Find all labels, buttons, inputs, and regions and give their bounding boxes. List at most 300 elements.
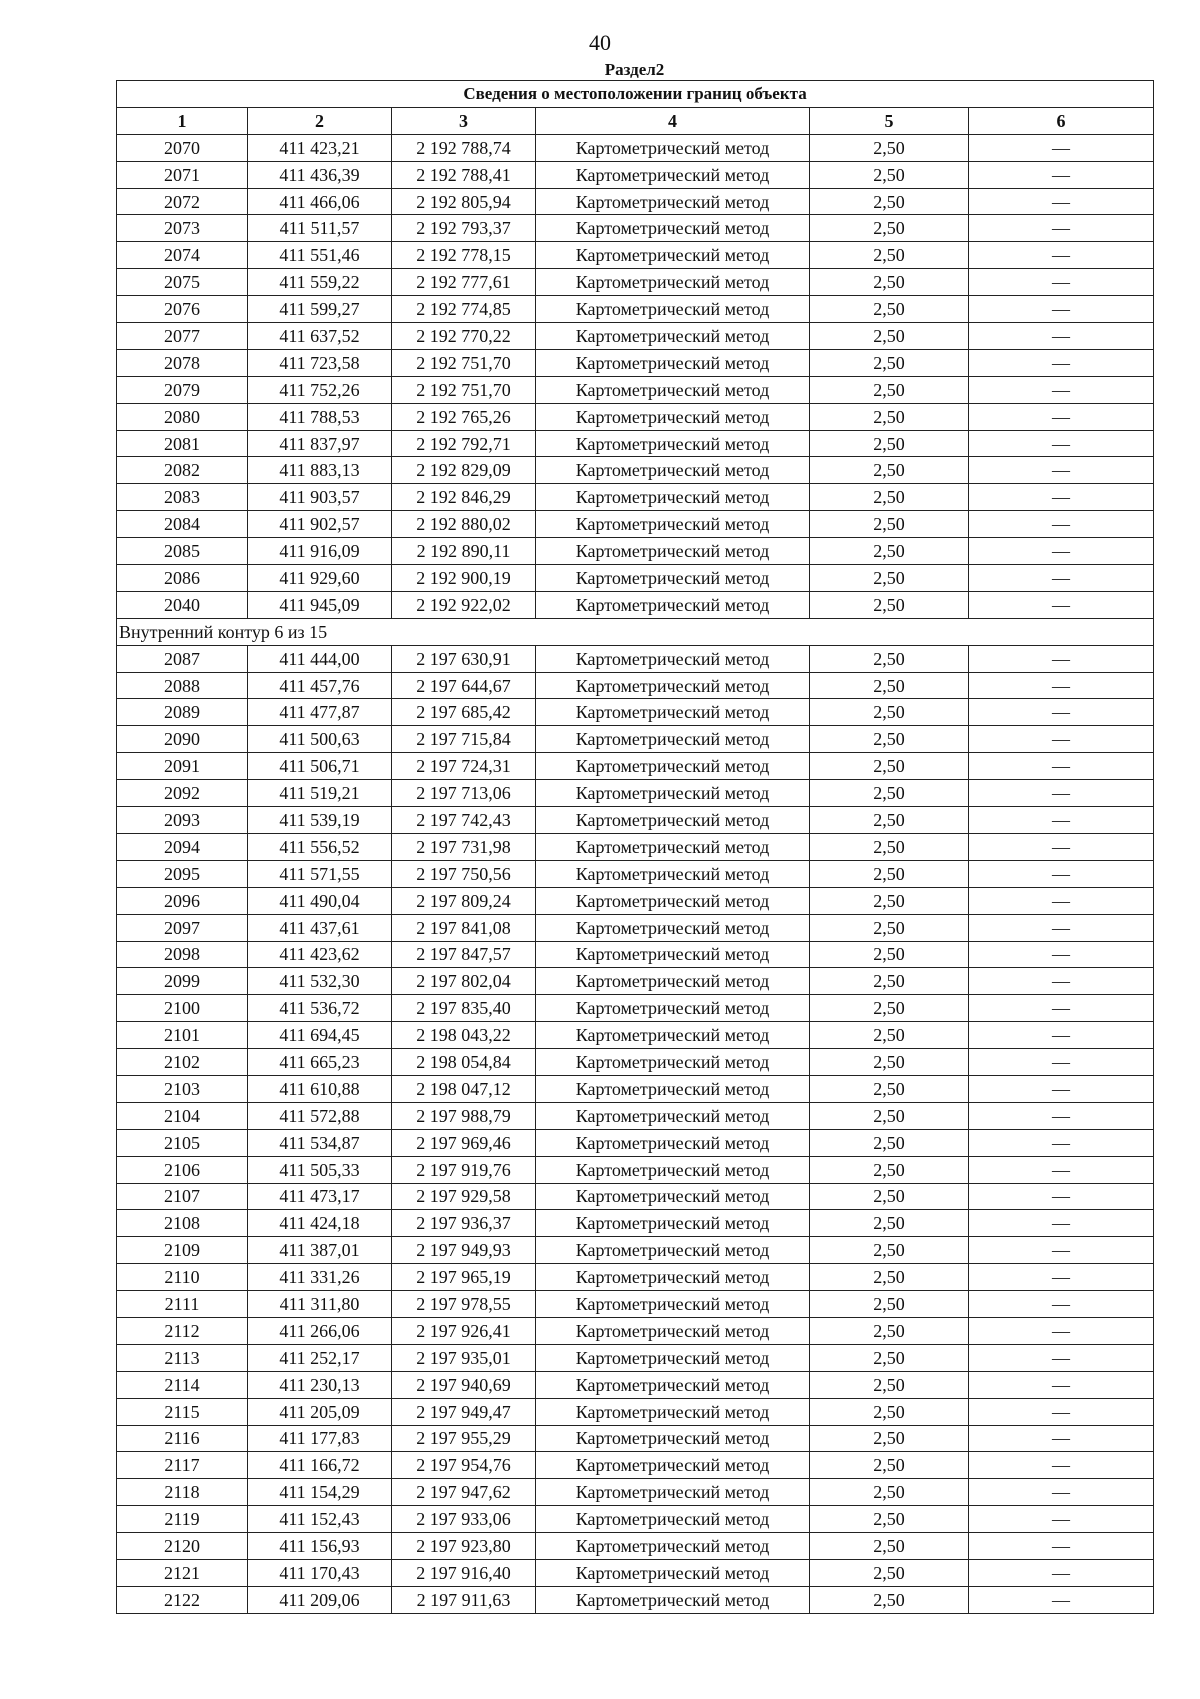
description-cell: — bbox=[969, 484, 1154, 511]
description-cell: — bbox=[969, 995, 1154, 1022]
table-row bbox=[117, 1398, 1154, 1425]
table-row bbox=[117, 1317, 1154, 1344]
accuracy-cell: 2,50 bbox=[810, 457, 969, 484]
accuracy-cell: 2,50 bbox=[810, 538, 969, 565]
table-row bbox=[117, 1183, 1154, 1210]
y-coordinate-cell: 2 197 935,01 bbox=[392, 1344, 536, 1371]
method-cell: Картометрический метод bbox=[536, 484, 810, 511]
y-coordinate-cell: 2 197 940,69 bbox=[392, 1371, 536, 1398]
point-number-cell: 2073 bbox=[117, 215, 248, 242]
method-cell: Картометрический метод bbox=[536, 941, 810, 968]
method-cell: Картометрический метод bbox=[536, 591, 810, 618]
point-number-cell: 2115 bbox=[117, 1398, 248, 1425]
page-number: 40 bbox=[589, 30, 611, 55]
method-cell: Картометрический метод bbox=[536, 1049, 810, 1076]
point-number-cell: 2111 bbox=[117, 1291, 248, 1318]
description-cell: — bbox=[969, 457, 1154, 484]
point-number-cell: 2074 bbox=[117, 242, 248, 269]
table-row bbox=[117, 242, 1154, 269]
method-cell: Картометрический метод bbox=[536, 565, 810, 592]
description-cell: — bbox=[969, 1049, 1154, 1076]
point-number-cell: 2112 bbox=[117, 1317, 248, 1344]
table-row bbox=[117, 134, 1154, 161]
table-row bbox=[117, 833, 1154, 860]
table-row bbox=[117, 1533, 1154, 1560]
table-row bbox=[117, 645, 1154, 672]
accuracy-cell: 2,50 bbox=[810, 296, 969, 323]
method-cell: Картометрический метод bbox=[536, 1559, 810, 1586]
x-coordinate-cell: 411 166,72 bbox=[248, 1452, 392, 1479]
point-number-cell: 2110 bbox=[117, 1264, 248, 1291]
point-number-cell: 2116 bbox=[117, 1425, 248, 1452]
x-coordinate-cell: 411 532,30 bbox=[248, 968, 392, 995]
table-row bbox=[117, 672, 1154, 699]
accuracy-cell: 2,50 bbox=[810, 1533, 969, 1560]
point-number-cell: 2082 bbox=[117, 457, 248, 484]
point-number-cell: 2119 bbox=[117, 1506, 248, 1533]
x-coordinate-cell: 411 534,87 bbox=[248, 1129, 392, 1156]
method-cell: Картометрический метод bbox=[536, 1533, 810, 1560]
x-coordinate-cell: 411 571,55 bbox=[248, 860, 392, 887]
description-cell: — bbox=[969, 296, 1154, 323]
point-number-cell: 2077 bbox=[117, 323, 248, 350]
x-coordinate-cell: 411 883,13 bbox=[248, 457, 392, 484]
point-number-cell: 2117 bbox=[117, 1452, 248, 1479]
x-coordinate-cell: 411 665,23 bbox=[248, 1049, 392, 1076]
x-coordinate-cell: 411 506,71 bbox=[248, 753, 392, 780]
y-coordinate-cell: 2 197 644,67 bbox=[392, 672, 536, 699]
method-cell: Картометрический метод bbox=[536, 1129, 810, 1156]
description-cell: — bbox=[969, 1156, 1154, 1183]
accuracy-cell: 2,50 bbox=[810, 1317, 969, 1344]
description-cell: — bbox=[969, 349, 1154, 376]
accuracy-cell: 2,50 bbox=[810, 1264, 969, 1291]
table-row bbox=[117, 591, 1154, 618]
table-row bbox=[117, 349, 1154, 376]
accuracy-cell: 2,50 bbox=[810, 780, 969, 807]
description-cell: — bbox=[969, 645, 1154, 672]
method-cell: Картометрический метод bbox=[536, 1506, 810, 1533]
table-row bbox=[117, 565, 1154, 592]
x-coordinate-cell: 411 556,52 bbox=[248, 833, 392, 860]
method-cell: Картометрический метод bbox=[536, 1371, 810, 1398]
y-coordinate-cell: 2 197 988,79 bbox=[392, 1102, 536, 1129]
point-number-cell: 2103 bbox=[117, 1075, 248, 1102]
table-row bbox=[117, 188, 1154, 215]
x-coordinate-cell: 411 559,22 bbox=[248, 269, 392, 296]
point-number-cell: 2104 bbox=[117, 1102, 248, 1129]
point-number-cell: 2105 bbox=[117, 1129, 248, 1156]
point-number-cell: 2096 bbox=[117, 887, 248, 914]
point-number-cell: 2085 bbox=[117, 538, 248, 565]
table-row bbox=[117, 1506, 1154, 1533]
accuracy-cell: 2,50 bbox=[810, 1586, 969, 1613]
method-cell: Картометрический метод bbox=[536, 699, 810, 726]
point-number-cell: 2120 bbox=[117, 1533, 248, 1560]
description-cell: — bbox=[969, 161, 1154, 188]
accuracy-cell: 2,50 bbox=[810, 430, 969, 457]
point-number-cell: 2075 bbox=[117, 269, 248, 296]
x-coordinate-cell: 411 788,53 bbox=[248, 403, 392, 430]
y-coordinate-cell: 2 192 829,09 bbox=[392, 457, 536, 484]
description-cell: — bbox=[969, 1559, 1154, 1586]
y-coordinate-cell: 2 197 929,58 bbox=[392, 1183, 536, 1210]
accuracy-cell: 2,50 bbox=[810, 188, 969, 215]
description-cell: — bbox=[969, 1452, 1154, 1479]
y-coordinate-cell: 2 192 792,71 bbox=[392, 430, 536, 457]
point-number-cell: 2097 bbox=[117, 914, 248, 941]
x-coordinate-cell: 411 929,60 bbox=[248, 565, 392, 592]
x-coordinate-cell: 411 551,46 bbox=[248, 242, 392, 269]
x-coordinate-cell: 411 505,33 bbox=[248, 1156, 392, 1183]
table-row bbox=[117, 1102, 1154, 1129]
point-number-cell: 2102 bbox=[117, 1049, 248, 1076]
method-cell: Картометрический метод bbox=[536, 242, 810, 269]
accuracy-cell: 2,50 bbox=[810, 349, 969, 376]
x-coordinate-cell: 411 387,01 bbox=[248, 1237, 392, 1264]
point-number-cell: 2076 bbox=[117, 296, 248, 323]
y-coordinate-cell: 2 192 765,26 bbox=[392, 403, 536, 430]
point-number-cell: 2040 bbox=[117, 591, 248, 618]
accuracy-cell: 2,50 bbox=[810, 1506, 969, 1533]
y-coordinate-cell: 2 192 778,15 bbox=[392, 242, 536, 269]
table-row bbox=[117, 1452, 1154, 1479]
accuracy-cell: 2,50 bbox=[810, 753, 969, 780]
x-coordinate-cell: 411 572,88 bbox=[248, 1102, 392, 1129]
accuracy-cell: 2,50 bbox=[810, 511, 969, 538]
point-number-cell: 2100 bbox=[117, 995, 248, 1022]
method-cell: Картометрический метод bbox=[536, 323, 810, 350]
point-number-cell: 2118 bbox=[117, 1479, 248, 1506]
accuracy-cell: 2,50 bbox=[810, 807, 969, 834]
section-title: Раздел2 bbox=[604, 60, 665, 79]
accuracy-cell: 2,50 bbox=[810, 376, 969, 403]
table-row bbox=[117, 1344, 1154, 1371]
y-coordinate-cell: 2 197 750,56 bbox=[392, 860, 536, 887]
table-row bbox=[117, 807, 1154, 834]
table-row bbox=[117, 1156, 1154, 1183]
accuracy-cell: 2,50 bbox=[810, 1425, 969, 1452]
y-coordinate-cell: 2 197 630,91 bbox=[392, 645, 536, 672]
point-number-cell: 2098 bbox=[117, 941, 248, 968]
boundary-coordinates-table bbox=[116, 80, 1154, 1614]
x-coordinate-cell: 411 473,17 bbox=[248, 1183, 392, 1210]
description-cell: — bbox=[969, 1102, 1154, 1129]
table-row bbox=[117, 1022, 1154, 1049]
method-cell: Картометрический метод bbox=[536, 995, 810, 1022]
table-row bbox=[117, 1210, 1154, 1237]
point-number-cell: 2091 bbox=[117, 753, 248, 780]
table-row bbox=[117, 1425, 1154, 1452]
method-cell: Картометрический метод bbox=[536, 753, 810, 780]
point-number-cell: 2092 bbox=[117, 780, 248, 807]
method-cell: Картометрический метод bbox=[536, 188, 810, 215]
table-row bbox=[117, 914, 1154, 941]
accuracy-cell: 2,50 bbox=[810, 887, 969, 914]
method-cell: Картометрический метод bbox=[536, 914, 810, 941]
description-cell: — bbox=[969, 807, 1154, 834]
table-row bbox=[117, 860, 1154, 887]
y-coordinate-cell: 2 197 949,93 bbox=[392, 1237, 536, 1264]
y-coordinate-cell: 2 192 770,22 bbox=[392, 323, 536, 350]
table-row bbox=[117, 1237, 1154, 1264]
column-header: 2 bbox=[248, 107, 392, 134]
point-number-cell: 2121 bbox=[117, 1559, 248, 1586]
x-coordinate-cell: 411 500,63 bbox=[248, 726, 392, 753]
y-coordinate-cell: 2 197 978,55 bbox=[392, 1291, 536, 1318]
x-coordinate-cell: 411 266,06 bbox=[248, 1317, 392, 1344]
method-cell: Картометрический метод bbox=[536, 215, 810, 242]
point-number-cell: 2079 bbox=[117, 376, 248, 403]
method-cell: Картометрический метод bbox=[536, 134, 810, 161]
x-coordinate-cell: 411 902,57 bbox=[248, 511, 392, 538]
description-cell: — bbox=[969, 1210, 1154, 1237]
point-number-cell: 2099 bbox=[117, 968, 248, 995]
x-coordinate-cell: 411 230,13 bbox=[248, 1371, 392, 1398]
y-coordinate-cell: 2 192 900,19 bbox=[392, 565, 536, 592]
table-row bbox=[117, 323, 1154, 350]
method-cell: Картометрический метод bbox=[536, 1264, 810, 1291]
point-number-cell: 2109 bbox=[117, 1237, 248, 1264]
table-row bbox=[117, 1264, 1154, 1291]
point-number-cell: 2107 bbox=[117, 1183, 248, 1210]
accuracy-cell: 2,50 bbox=[810, 1479, 969, 1506]
table-row bbox=[117, 1075, 1154, 1102]
point-number-cell: 2095 bbox=[117, 860, 248, 887]
accuracy-cell: 2,50 bbox=[810, 484, 969, 511]
method-cell: Картометрический метод bbox=[536, 1425, 810, 1452]
accuracy-cell: 2,50 bbox=[810, 1291, 969, 1318]
method-cell: Картометрический метод bbox=[536, 296, 810, 323]
point-number-cell: 2122 bbox=[117, 1586, 248, 1613]
method-cell: Картометрический метод bbox=[536, 672, 810, 699]
point-number-cell: 2113 bbox=[117, 1344, 248, 1371]
table-row bbox=[117, 511, 1154, 538]
point-number-cell: 2080 bbox=[117, 403, 248, 430]
method-cell: Картометрический метод bbox=[536, 1586, 810, 1613]
table-row bbox=[117, 1049, 1154, 1076]
table-row bbox=[117, 538, 1154, 565]
y-coordinate-cell: 2 197 936,37 bbox=[392, 1210, 536, 1237]
table-caption: Сведения о местоположении границ объекта bbox=[117, 81, 1154, 108]
method-cell: Картометрический метод bbox=[536, 780, 810, 807]
x-coordinate-cell: 411 423,21 bbox=[248, 134, 392, 161]
description-cell: — bbox=[969, 1533, 1154, 1560]
description-cell: — bbox=[969, 1371, 1154, 1398]
description-cell: — bbox=[969, 1398, 1154, 1425]
table-body bbox=[117, 134, 1154, 1613]
accuracy-cell: 2,50 bbox=[810, 161, 969, 188]
description-cell: — bbox=[969, 591, 1154, 618]
x-coordinate-cell: 411 466,06 bbox=[248, 188, 392, 215]
y-coordinate-cell: 2 197 809,24 bbox=[392, 887, 536, 914]
x-coordinate-cell: 411 205,09 bbox=[248, 1398, 392, 1425]
accuracy-cell: 2,50 bbox=[810, 591, 969, 618]
x-coordinate-cell: 411 170,43 bbox=[248, 1559, 392, 1586]
x-coordinate-cell: 411 423,62 bbox=[248, 941, 392, 968]
column-header-row bbox=[117, 107, 1154, 134]
x-coordinate-cell: 411 539,19 bbox=[248, 807, 392, 834]
y-coordinate-cell: 2 197 923,80 bbox=[392, 1533, 536, 1560]
x-coordinate-cell: 411 752,26 bbox=[248, 376, 392, 403]
x-coordinate-cell: 411 424,18 bbox=[248, 1210, 392, 1237]
y-coordinate-cell: 2 197 911,63 bbox=[392, 1586, 536, 1613]
accuracy-cell: 2,50 bbox=[810, 1371, 969, 1398]
x-coordinate-cell: 411 511,57 bbox=[248, 215, 392, 242]
accuracy-cell: 2,50 bbox=[810, 1075, 969, 1102]
accuracy-cell: 2,50 bbox=[810, 672, 969, 699]
accuracy-cell: 2,50 bbox=[810, 1452, 969, 1479]
table-row bbox=[117, 376, 1154, 403]
method-cell: Картометрический метод bbox=[536, 1317, 810, 1344]
method-cell: Картометрический метод bbox=[536, 1398, 810, 1425]
x-coordinate-cell: 411 637,52 bbox=[248, 323, 392, 350]
point-number-cell: 2081 bbox=[117, 430, 248, 457]
column-header: 1 bbox=[117, 107, 248, 134]
table-row bbox=[117, 1559, 1154, 1586]
y-coordinate-cell: 2 197 969,46 bbox=[392, 1129, 536, 1156]
y-coordinate-cell: 2 197 916,40 bbox=[392, 1559, 536, 1586]
description-cell: — bbox=[969, 726, 1154, 753]
method-cell: Картометрический метод bbox=[536, 968, 810, 995]
y-coordinate-cell: 2 197 933,06 bbox=[392, 1506, 536, 1533]
y-coordinate-cell: 2 198 043,22 bbox=[392, 1022, 536, 1049]
method-cell: Картометрический метод bbox=[536, 161, 810, 188]
method-cell: Картометрический метод bbox=[536, 511, 810, 538]
x-coordinate-cell: 411 610,88 bbox=[248, 1075, 392, 1102]
y-coordinate-cell: 2 197 847,57 bbox=[392, 941, 536, 968]
method-cell: Картометрический метод bbox=[536, 269, 810, 296]
point-number-cell: 2087 bbox=[117, 645, 248, 672]
point-number-cell: 2078 bbox=[117, 349, 248, 376]
description-cell: — bbox=[969, 565, 1154, 592]
x-coordinate-cell: 411 903,57 bbox=[248, 484, 392, 511]
description-cell: — bbox=[969, 323, 1154, 350]
table-row bbox=[117, 887, 1154, 914]
description-cell: — bbox=[969, 1479, 1154, 1506]
table-row bbox=[117, 430, 1154, 457]
y-coordinate-cell: 2 197 841,08 bbox=[392, 914, 536, 941]
method-cell: Картометрический метод bbox=[536, 1075, 810, 1102]
description-cell: — bbox=[969, 1022, 1154, 1049]
description-cell: — bbox=[969, 968, 1154, 995]
accuracy-cell: 2,50 bbox=[810, 645, 969, 672]
method-cell: Картометрический метод bbox=[536, 833, 810, 860]
table-row bbox=[117, 726, 1154, 753]
description-cell: — bbox=[969, 941, 1154, 968]
point-number-cell: 2106 bbox=[117, 1156, 248, 1183]
x-coordinate-cell: 411 599,27 bbox=[248, 296, 392, 323]
y-coordinate-cell: 2 192 922,02 bbox=[392, 591, 536, 618]
method-cell: Картометрический метод bbox=[536, 376, 810, 403]
accuracy-cell: 2,50 bbox=[810, 860, 969, 887]
method-cell: Картометрический метод bbox=[536, 430, 810, 457]
method-cell: Картометрический метод bbox=[536, 349, 810, 376]
column-header: 6 bbox=[969, 107, 1154, 134]
method-cell: Картометрический метод bbox=[536, 538, 810, 565]
description-cell: — bbox=[969, 1183, 1154, 1210]
x-coordinate-cell: 411 457,76 bbox=[248, 672, 392, 699]
x-coordinate-cell: 411 694,45 bbox=[248, 1022, 392, 1049]
table-row bbox=[117, 1129, 1154, 1156]
point-number-cell: 2090 bbox=[117, 726, 248, 753]
y-coordinate-cell: 2 198 047,12 bbox=[392, 1075, 536, 1102]
point-number-cell: 2083 bbox=[117, 484, 248, 511]
table-row bbox=[117, 161, 1154, 188]
description-cell: — bbox=[969, 403, 1154, 430]
point-number-cell: 2088 bbox=[117, 672, 248, 699]
method-cell: Картометрический метод bbox=[536, 1022, 810, 1049]
method-cell: Картометрический метод bbox=[536, 645, 810, 672]
x-coordinate-cell: 411 209,06 bbox=[248, 1586, 392, 1613]
point-number-cell: 2093 bbox=[117, 807, 248, 834]
description-cell: — bbox=[969, 1425, 1154, 1452]
y-coordinate-cell: 2 197 954,76 bbox=[392, 1452, 536, 1479]
point-number-cell: 2072 bbox=[117, 188, 248, 215]
description-cell: — bbox=[969, 134, 1154, 161]
method-cell: Картометрический метод bbox=[536, 1210, 810, 1237]
y-coordinate-cell: 2 197 955,29 bbox=[392, 1425, 536, 1452]
table-row bbox=[117, 1291, 1154, 1318]
y-coordinate-cell: 2 197 926,41 bbox=[392, 1317, 536, 1344]
table-row bbox=[117, 753, 1154, 780]
point-number-cell: 2086 bbox=[117, 565, 248, 592]
x-coordinate-cell: 411 945,09 bbox=[248, 591, 392, 618]
y-coordinate-cell: 2 197 715,84 bbox=[392, 726, 536, 753]
method-cell: Картометрический метод bbox=[536, 457, 810, 484]
method-cell: Картометрический метод bbox=[536, 887, 810, 914]
x-coordinate-cell: 411 477,87 bbox=[248, 699, 392, 726]
table-row bbox=[117, 1371, 1154, 1398]
description-cell: — bbox=[969, 242, 1154, 269]
description-cell: — bbox=[969, 538, 1154, 565]
y-coordinate-cell: 2 197 731,98 bbox=[392, 833, 536, 860]
accuracy-cell: 2,50 bbox=[810, 323, 969, 350]
accuracy-cell: 2,50 bbox=[810, 1183, 969, 1210]
y-coordinate-cell: 2 197 724,31 bbox=[392, 753, 536, 780]
point-number-cell: 2070 bbox=[117, 134, 248, 161]
accuracy-cell: 2,50 bbox=[810, 1210, 969, 1237]
y-coordinate-cell: 2 192 880,02 bbox=[392, 511, 536, 538]
description-cell: — bbox=[969, 215, 1154, 242]
point-number-cell: 2108 bbox=[117, 1210, 248, 1237]
point-number-cell: 2084 bbox=[117, 511, 248, 538]
accuracy-cell: 2,50 bbox=[810, 215, 969, 242]
description-cell: — bbox=[969, 430, 1154, 457]
description-cell: — bbox=[969, 887, 1154, 914]
y-coordinate-cell: 2 197 685,42 bbox=[392, 699, 536, 726]
accuracy-cell: 2,50 bbox=[810, 941, 969, 968]
x-coordinate-cell: 411 177,83 bbox=[248, 1425, 392, 1452]
description-cell: — bbox=[969, 753, 1154, 780]
y-coordinate-cell: 2 197 713,06 bbox=[392, 780, 536, 807]
x-coordinate-cell: 411 156,93 bbox=[248, 1533, 392, 1560]
accuracy-cell: 2,50 bbox=[810, 1022, 969, 1049]
method-cell: Картометрический метод bbox=[536, 1237, 810, 1264]
description-cell: — bbox=[969, 699, 1154, 726]
accuracy-cell: 2,50 bbox=[810, 269, 969, 296]
description-cell: — bbox=[969, 672, 1154, 699]
table-row bbox=[117, 215, 1154, 242]
description-cell: — bbox=[969, 269, 1154, 296]
accuracy-cell: 2,50 bbox=[810, 726, 969, 753]
point-number-cell: 2114 bbox=[117, 1371, 248, 1398]
accuracy-cell: 2,50 bbox=[810, 699, 969, 726]
y-coordinate-cell: 2 197 965,19 bbox=[392, 1264, 536, 1291]
x-coordinate-cell: 411 444,00 bbox=[248, 645, 392, 672]
accuracy-cell: 2,50 bbox=[810, 1156, 969, 1183]
method-cell: Картометрический метод bbox=[536, 1479, 810, 1506]
